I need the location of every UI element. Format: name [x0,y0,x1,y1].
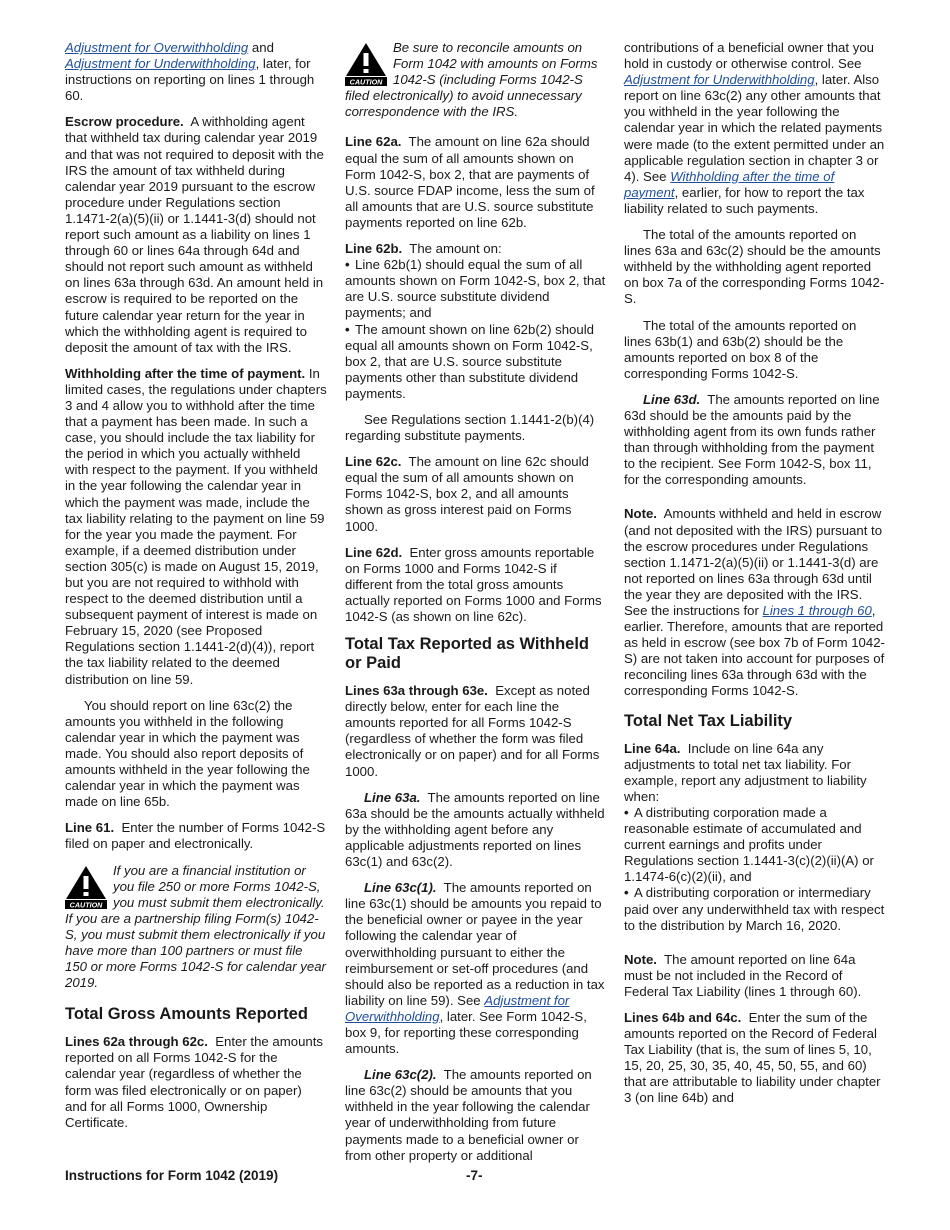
caution-note-electronic-filing: CAUTION If you are a financial institution or you file 250 or more Forms 1042-S, you must submit them electronically. If you are a partnership filing Form(s) 1042-S, you must submit them electronically if you have more than 100 partners or must file 150 or more Forms 1042-S for calendar year 2019. [65,862,326,991]
line63d-paragraph: Line 63d. The amounts reported on line 63d should be the amounts paid by the withholding agent from its own funds rather than through withholding from the payment to the recipient. See Form 1042-S, box 11, for the corresponding amounts. [624,391,880,488]
escrow-paragraph: Escrow procedure. A withholding agent that withheld tax during calendar year 2019 and that was not required to deposit with the IRS the amount of tax withheld during calendar year 2019 pursuant to the escrow procedure under Regulations section 1.1471-2(a)(5)(ii) or 1.1441-3(d) should not report such amount as a liability on lines 1 through 60 or lines 64a through 64d and should not report such amount as withheld on lines 63a through 63d. An amount held in escrow is required to be reported on the future calendar year return for the year in which the withholding agent is required to deposit the amount of tax with the IRS. [65,114,324,355]
lines63a-63e-paragraph: Lines 63a through 63e. Except as noted directly below, enter for each line the amounts reported for all Forms 1042-S (regardless of whether the form was filed electronically or on paper) and for all Forms 1000. [345,683,600,779]
svg-text:CAUTION: CAUTION [349,77,383,86]
escrow-heading: Escrow procedure. [65,114,184,130]
line64a-bullet-2: • A distributing corporation or intermediary paid over any underwithheld tax with respect to the distribution by March 16, 2020. [624,885,885,933]
link-adjustment-underwithholding-2[interactable]: Adjustment for Underwithholding [624,72,815,88]
line62d-paragraph: Line 62d. Enter gross amounts reportable on Forms 1000 and Forms 1042-S if different from the total gross amounts actually reported on Forms 1000 and Forms 1042-S (as shown on line 62c). [345,544,602,624]
caution-icon [65,865,107,909]
line61-paragraph: Line 61. Enter the number of Forms 1042-S filed on paper and electronically. [65,820,326,852]
svg-text:CAUTION: CAUTION [69,899,103,909]
line62a-paragraph: Line 62a. The amount on line 62a should equal the sum of all amounts shown on Form 1042-S, box 2, that are payments of U.S. source FDAP income, less the sum of all amounts that are U.S. source substitute payments reported on line 62b. [345,134,595,230]
lines62a-62c-heading: Lines 62a through 62c. [65,1034,208,1050]
link-adjustment-overwithholding-2[interactable]: Adjustment for Overwithholding [345,992,570,1024]
link-lines-1-through-60[interactable]: Lines 1 through 60 [762,603,872,618]
link-adjustment-underwithholding[interactable]: Adjustment for Underwithholding [65,56,256,72]
note-heading: Note. [624,506,657,522]
line62b-paragraph: Line 62b. The amount on: [345,241,502,257]
line62c-heading: Line 62c. [345,454,402,470]
line63a-paragraph: Line 63a. The amounts reported on line 63a should be the amounts actually withheld by the withholding agent before any applicable adjustments reported on lines 63c(1) and 63c(2). [345,789,605,870]
line61-heading: Line 61. [65,820,115,836]
line63c2-continued-paragraph: contributions of a beneficial owner that you hold in custody or otherwise control. See Adjustment for Underwithholding, later. Also report on line 63c(2) any other amounts that you withheld in the year following the calendar year in which the related payments were made (to the extent permitted under an applicable regulation section in chapter 3 or 4). See Withholding after the time of payment, earlier, for how to report the tax liability related to such payments. [624,40,885,216]
heading-total-tax-withheld: Total Tax Reported as Withheld or Paid [345,635,590,673]
substitute-payments-paragraph: See Regulations section 1.1441-2(b)(4) regarding substitute payments. [345,411,595,444]
footer-title: Instructions for Form 1042 (2019) [65,1168,279,1183]
withholding-after-payment-heading: Withholding after the time of payment. [65,365,306,381]
page-number: -7- [466,1168,483,1183]
heading-total-gross-amounts: Total Gross Amounts Reported [65,1005,308,1024]
line62b-heading: Line 62b. [345,241,403,257]
total-63a-63c2-paragraph: The total of the amounts reported on lines 63a and 63c(2) should be the amounts withheld by the withholding agent reported on box 7a of the corresponding Forms 1042-S. [624,227,885,307]
note-escrow-paragraph: Note. Amounts withheld and held in escrow (and not deposited with the IRS) pursuant to the escrow procedures under Regulations section 1.1471-2(a)(5)(ii) or 1.1441-3(d) are not reported on lines 63a through 63d until the year they are deposited with the IRS. See the instructions for Lines 1 through 60, earlier. Therefore, amounts that are reported as held in escrow (see box 7b of Form 1042-S) are not taken into account for purposes of reconciling lines 63a through 63d with the corresponding Forms 1042-S. [624,506,885,699]
intro-paragraph: Adjustment for Overwithholding and Adjustment for Underwithholding, later, for instructions on reporting on lines 1 through 60. [65,40,315,104]
column-middle [345,40,607,1174]
line63c2-paragraph: Line 63c(2). The amounts reported on line 63c(2) should be amounts that you withheld in the year following the calendar year of underwithholding from future payments made to a beneficial owner or from other property or additional [345,1067,592,1163]
line63d-heading: Line 63d. [643,391,701,407]
column-right [624,40,886,1117]
lines64b-64c-heading: Lines 64b and 64c. [624,1009,742,1025]
total-63b-paragraph: The total of the amounts reported on lines 63b(1) and 63b(2) should be the amounts reported on box 8 of the corresponding Forms 1042-S. [624,317,857,381]
line63a-heading: Line 63a. [364,789,421,805]
line63c1-heading: Line 63c(1). [364,880,437,896]
line62c-paragraph: Line 62c. The amount on line 62c should equal the sum of all amounts shown on Forms 1042-S, box 2, and all amounts shown as gross interest paid on Forms 1000. [345,454,589,534]
line62d-heading: Line 62d. [345,544,403,560]
caution-note-reconcile: CAUTION Be sure to reconcile amounts on Form 1042 with amounts on Forms 1042-S (including Forms 1042-S filed electronically) to avoid unnecessary correspondence with the IRS. [345,40,598,120]
line64a-paragraph: Line 64a. Include on line 64a any adjustments to total net tax liability. For example, report any adjustment to liability when: [624,740,867,804]
withholding-after-payment-paragraph: Withholding after the time of payment. In limited cases, the regulations under chapters 3 and 4 allow you to withhold after the time that a payment has been made. In such a case, you should include the tax liability for the period in which you actually withheld with respect to the payment. If you withheld in the year following the calendar year in which the payment was made, include the tax liability relating to the payment on line 59 for the year you made the payment. For example, if a deemed distribution under section 305(c) is made on August 15, 2019, but you are not required to withhold with respect to the deemed distribution until a subsequent payment of interest is made on February 15, 2020 (see Proposed Regulations section 1.1441-2(d)(4)), report the tax liability related to the deemed distribution on line 59. [65,365,327,687]
note-line64a-paragraph: Note. The amount reported on line 64a must be not included in the Record of Federal Tax Liability (lines 1 through 60). [624,951,862,999]
line62b-bullet-2: • The amount shown on line 62b(2) should equal all amounts shown on Form 1042-S, box 2, that are U.S. source substitute payments other than substitute dividend payments. [345,321,594,401]
line63c2-deposit-paragraph: You should report on line 63c(2) the amounts you withheld in the following calendar year in which the payment was made. You should also report deposits of amounts withheld in the year following the calendar year in which the payment was made on line 65b. [65,697,310,810]
heading-total-net-tax-liability: Total Net Tax Liability [624,711,793,730]
link-adjustment-overwithholding[interactable]: Adjustment for Overwithholding [65,40,249,55]
lines64b-64c-paragraph: Lines 64b and 64c. Enter the sum of the amounts reported on the Record of Federal Tax Liability (that is, the sum of lines 5, 10, 15, 20, 25, 30, 35, 40, 45, 50, 55, and 60) that are attributable to liability under chapter 3 (on line 64b) and [624,1009,881,1106]
note-heading-2: Note. [624,951,657,967]
column-left [65,40,327,1141]
line62b-bullet-1: • Line 62b(1) should equal the sum of all amounts shown on Form 1042-S, box 2, that are U.S. source substitute dividend payments; and [345,257,606,321]
link-withholding-after-payment[interactable]: Withholding after the time of payment [624,168,835,200]
line62a-heading: Line 62a. [345,134,402,150]
line64a-bullet-1: • A distributing corporation made a reasonable estimate of accumulated and current earnings and profits under Regulations section 1.1441-3(c)(2)(ii)(A) or 1.1474-6(c)(2)(ii), and [624,804,874,885]
line63c1-paragraph: Line 63c(1). The amounts reported on line 63c(1) should be amounts you repaid to the beneficial owner or payee in the year following the calendar year of overwithholding pursuant to either the reimbursement or set-off procedures (and should also be reported as a reduction in tax liability on line 59). See Adjustment for Overwithholding, later. See Form 1042-S, box 9, for reporting these corresponding amounts. [345,880,605,1057]
caution-icon [345,42,387,86]
lines62a-62c-paragraph: Lines 62a through 62c. Enter the amounts reported on all Forms 1042-S for the calendar year (regardless of whether the form was filed electronically or on paper) and for all Forms 1000, Ownership Certificate. [65,1034,323,1130]
line63c2-heading: Line 63c(2). [364,1067,437,1083]
line64a-heading: Line 64a. [624,740,681,756]
lines63a-63e-heading: Lines 63a through 63e. [345,683,488,699]
